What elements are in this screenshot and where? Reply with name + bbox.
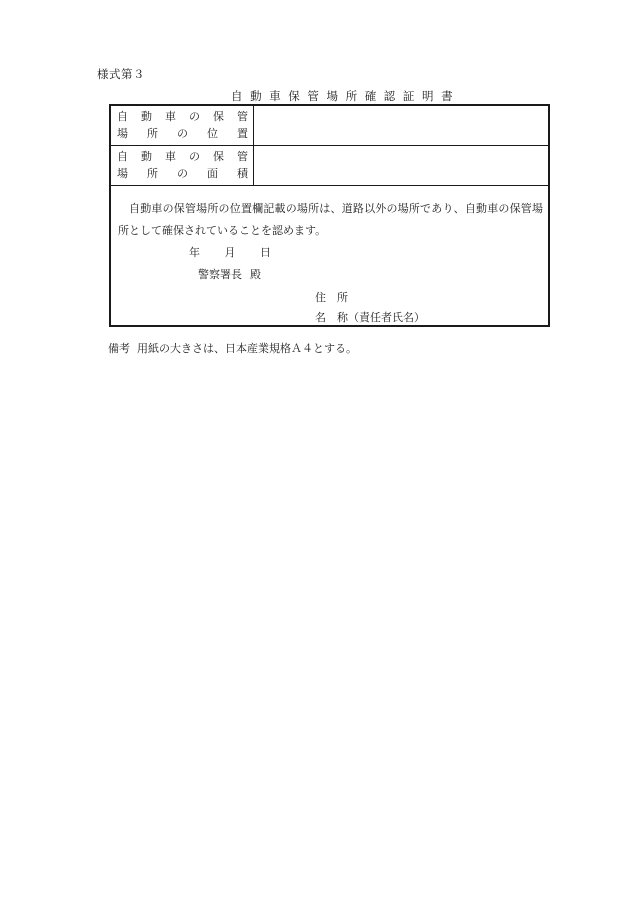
remarks-line	[108, 340, 357, 356]
label-char: 所	[147, 167, 158, 180]
label-char: 管	[237, 110, 248, 123]
parking-location-label-line2	[117, 127, 248, 141]
label-char: 自	[117, 110, 128, 123]
parking-location-row	[111, 106, 548, 146]
police-chief-line	[198, 266, 261, 282]
honorific: 殿	[250, 268, 261, 281]
year-label: 年	[189, 246, 200, 259]
label-char: の	[177, 167, 188, 180]
certificate-table	[109, 104, 550, 327]
parking-area-row	[111, 146, 548, 186]
parking-location-label	[111, 106, 254, 145]
name-line	[315, 309, 425, 325]
label-char: 保	[213, 110, 224, 123]
label-char: 場	[117, 167, 128, 180]
certification-statement: 自動車の保管場所の位置欄記載の場所は、道路以外の場所であり、自動車の保管場所として確保されていることを認めます。	[118, 202, 543, 237]
responsible-person-note: （責任者氏名）	[348, 311, 425, 324]
document-title: 自動車保管場所確認証明書	[231, 89, 461, 103]
label-char: 所	[147, 127, 158, 140]
label-char: 面	[207, 167, 218, 180]
address-label: 住 所	[315, 291, 348, 304]
label-char: 置	[237, 127, 248, 140]
parking-area-label-line2	[117, 167, 248, 181]
month-label: 月	[224, 246, 236, 259]
label-char: 動	[141, 150, 152, 163]
day-label: 日	[260, 246, 271, 259]
label-char: 場	[117, 127, 128, 140]
parking-location-label-line1	[117, 110, 248, 124]
label-char: の	[189, 150, 200, 163]
name-label: 名 称	[315, 311, 348, 324]
label-char: 位	[207, 127, 218, 140]
label-char: の	[177, 127, 188, 140]
label-char: の	[189, 110, 200, 123]
label-char: 積	[237, 167, 248, 180]
label-char: 管	[237, 150, 248, 163]
parking-area-value[interactable]	[254, 146, 548, 185]
parking-area-label-line1	[117, 150, 248, 164]
label-char: 車	[165, 150, 176, 163]
date-line	[189, 244, 271, 260]
remarks-text: 用紙の大きさは、日本産業規格Ａ４とする。	[137, 342, 357, 355]
label-char: 自	[117, 150, 128, 163]
address-line	[315, 289, 348, 305]
label-char: 車	[165, 110, 176, 123]
remarks-label: 備考	[108, 342, 130, 355]
form-number-label: 様式第３	[97, 67, 145, 81]
label-char: 動	[141, 110, 152, 123]
label-char: 保	[213, 150, 224, 163]
parking-location-value[interactable]	[254, 106, 548, 145]
police-chief-title: 警察署長	[198, 268, 242, 281]
parking-area-label	[111, 146, 254, 185]
